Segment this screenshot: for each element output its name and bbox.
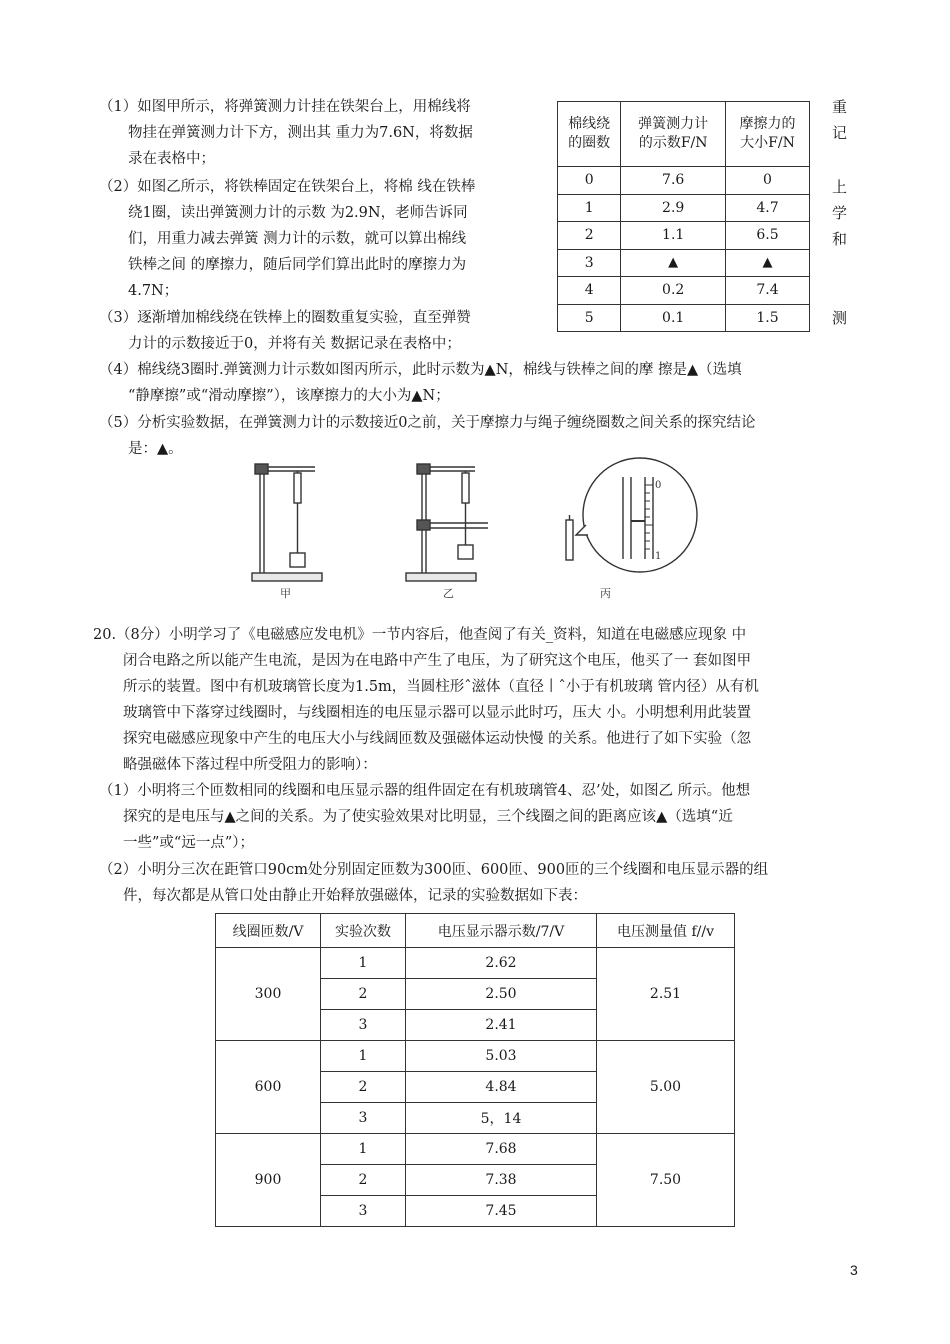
side-char: 上 [832, 178, 848, 196]
table-row [216, 1134, 735, 1165]
table-cell: 7.6 [621, 167, 726, 195]
turns-cell: 600 [216, 1041, 321, 1134]
side-char: 重 [832, 98, 848, 116]
q20-line-7: （1）小明将三个匝数相同的线圈和电压显示器的组件固定在有机玻璃管4、忍’处，如图乙 所示。他想 [99, 783, 751, 799]
table-cell: 2 [558, 222, 621, 250]
reading-cell: 7.68 [406, 1134, 597, 1165]
table-cell: 3 [558, 249, 621, 277]
q20-line-9: 一些”或“远一点”）； [123, 835, 254, 851]
trial-cell: 1 [321, 1041, 406, 1072]
q20-line-3: 所示的装置。图中有机玻璃管长度为1.5m，当圆柱形ˆ滋体（直径丨ˆ小于有机玻璃 管内径）从有机 [123, 679, 759, 695]
table-cell: ▲ [725, 249, 809, 277]
table-row [558, 249, 810, 277]
table-cell: 2.9 [621, 194, 726, 222]
table-header-row [558, 102, 810, 167]
q19-line-13: （5）分析实验数据，在弹簧测力计的示数接近0之前，关于摩擦力与绳子缠绕圈数之间关系的探究结论 [99, 415, 756, 431]
side-char: 记 [832, 124, 848, 142]
table-cell: ▲ [621, 249, 726, 277]
table-row [558, 277, 810, 305]
voltage-table [215, 913, 735, 1227]
figure-label-jia: 甲 [280, 587, 291, 600]
table-row [558, 304, 810, 332]
measured-value-cell: 7.50 [597, 1134, 735, 1227]
friction-table [557, 101, 810, 332]
trial-cell: 1 [321, 948, 406, 979]
side-char: 测 [832, 309, 848, 327]
trial-cell: 3 [321, 1196, 406, 1227]
figure-bing-gauge [566, 458, 697, 572]
table-cell: 4.7 [725, 194, 809, 222]
q19-line-2: 物挂在弹簧测力计下方，测出其 重力为7.6N，将数据 [128, 125, 473, 141]
table-row [558, 222, 810, 250]
trial-cell: 2 [321, 979, 406, 1010]
reading-cell: 2.41 [406, 1010, 597, 1041]
table-cell: 0.2 [621, 277, 726, 305]
q20-line-5: 探究电磁感应现象中产生的电压大小与线阔匝数及强磁体运动快慢 的关系。他进行了如下实验（忽 [123, 731, 752, 747]
q19-line-4: （2）如图乙所示，将铁棒固定在铁架台上，将棉 线在铁棒 [99, 179, 476, 195]
side-char: 学 [832, 204, 848, 222]
q20-line-10: （2）小明分三次在距管口90cm处分别固定匝数为300匝、600匝、900匝的三个线圈和电压显示器的组 [99, 862, 769, 878]
table-row [558, 167, 810, 195]
trial-cell: 1 [321, 1134, 406, 1165]
measured-value-cell: 2.51 [597, 948, 735, 1041]
q19-line-10: 力计的示数接近于0，并将有关 数据记录在表格中； [128, 336, 461, 352]
q20-line-2: 闭合电路之所以能产生电流，是因为在电路中产生了电压，为了研究这个电压，他买了一 套如图甲 [123, 653, 752, 669]
scale-mark: 0 [655, 480, 662, 491]
scale-mark: 1 [655, 551, 662, 562]
reading-cell: 2.50 [406, 979, 597, 1010]
experiment-figures [240, 455, 720, 603]
table-cell: 0.1 [621, 304, 726, 332]
trial-cell: 2 [321, 1072, 406, 1103]
table-cell: 7.4 [725, 277, 809, 305]
table-cell: 1 [558, 194, 621, 222]
q19-line-5: 绕1圈，读出弹簧测力计的示数 为2.9N，老师告诉同 [128, 205, 468, 221]
header-cell: 线圈匝数/V [216, 914, 321, 948]
q19-line-1: （1）如图甲所示，将弹簧测力计挂在铁架台上，用棉线将 [99, 99, 471, 115]
reading-cell: 2.62 [406, 948, 597, 979]
table-cell: 4 [558, 277, 621, 305]
header-cell: 电压显示器示数/7/V [406, 914, 597, 948]
figure-yi-stand [406, 464, 488, 581]
q19-line-9: （3）逐渐增加棉线绕在铁棒上的圈数重复实验，直至弹赞 [99, 310, 471, 326]
reading-cell: 4.84 [406, 1072, 597, 1103]
trial-cell: 3 [321, 1010, 406, 1041]
figure-label-bing: 丙 [600, 587, 611, 600]
table-cell: 5 [558, 304, 621, 332]
reading-cell: 5.03 [406, 1041, 597, 1072]
table-header-row [216, 914, 735, 948]
header-cell: 弹簧测力计 的示数F/N [621, 102, 726, 167]
header-cell: 电压测量值 f//v [597, 914, 735, 948]
table-cell: 0 [725, 167, 809, 195]
table-cell: 0 [558, 167, 621, 195]
table-row [216, 1041, 735, 1072]
turns-cell: 300 [216, 948, 321, 1041]
q20-line-8: 探究的是电压与▲之间的关系。为了使实验效果对比明显，三个线圈之间的距离应该▲（选填“近 [123, 809, 733, 825]
measured-value-cell: 5.00 [597, 1041, 735, 1134]
reading-cell: 7.45 [406, 1196, 597, 1227]
page-number: 3 [850, 1262, 858, 1278]
table-row [558, 194, 810, 222]
turns-cell: 900 [216, 1134, 321, 1227]
q19-line-3: 录在表格中； [128, 151, 215, 167]
q20-line-11: 件，每次都是从管口处由静止开始释放强磁体，记录的实验数据如下表： [123, 888, 587, 904]
header-cell: 实验次数 [321, 914, 406, 948]
header-cell: 棉线绕 的圈数 [558, 102, 621, 167]
q19-line-14: 是：▲。 [128, 441, 183, 457]
trial-cell: 2 [321, 1165, 406, 1196]
figure-label-yi: 乙 [443, 587, 454, 600]
side-char: 和 [832, 230, 848, 248]
q20-line-6: 略强磁体下落过程中所受阻力的影响）： [123, 757, 377, 773]
table-cell: 6.5 [725, 222, 809, 250]
reading-cell: 7.38 [406, 1165, 597, 1196]
q20-line-1: 20.（8分）小明学习了《电磁感应发电机》一节内容后，他查阅了有关_资料，知道在电磁感应现象 中 [93, 627, 747, 643]
trial-cell: 3 [321, 1103, 406, 1134]
table-cell: 1.5 [725, 304, 809, 332]
table-row [216, 948, 735, 979]
q19-line-7: 铁棒之间 的摩擦力，随后同学们算出此时的摩擦力为 [128, 257, 467, 273]
q20-line-4: 玻璃管中下落穿过线圈时，与线圈相连的电压显示器可以显示此时巧，压大 小。小明想利用此装置 [123, 705, 752, 721]
reading-cell: 5，14 [406, 1103, 597, 1134]
q19-line-8: 4.7N； [128, 283, 179, 299]
q19-line-6: 们，用重力减去弹簧 测力计的示数，就可以算出棉线 [128, 231, 467, 247]
header-cell: 摩擦力的 大小F/N [725, 102, 809, 167]
figure-jia-stand [252, 464, 322, 581]
q19-line-12: “静摩擦”或“滑动摩擦”），该摩擦力的大小为▲N； [128, 388, 450, 404]
table-cell: 1.1 [621, 222, 726, 250]
q19-line-11: （4）棉线绕3圈时.弹簧测力计示数如图丙所示，此时示数为▲N，棉线与铁棒之间的摩 擦是▲（选填 [99, 362, 742, 378]
